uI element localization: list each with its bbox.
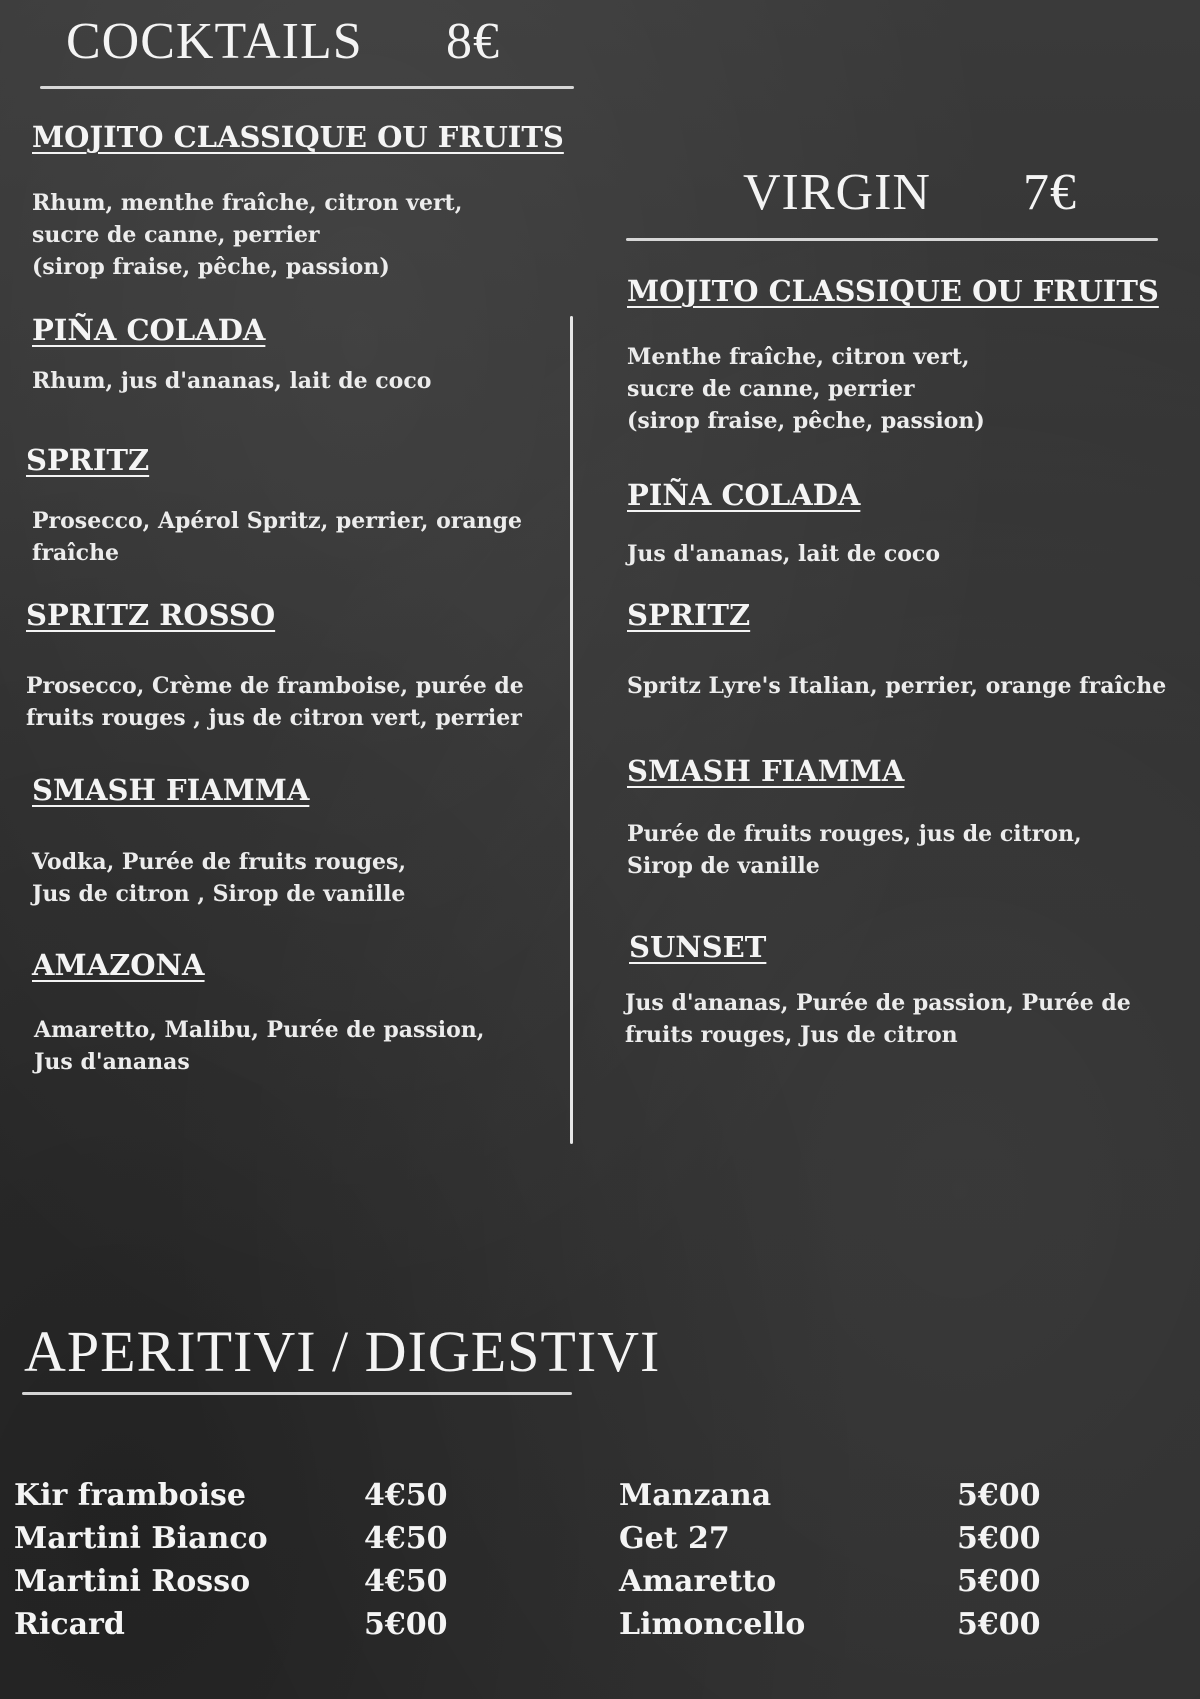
virgin-item-name: PIÑA COLADA [627,478,861,512]
cocktail-item-desc: Vodka, Purée de fruits rouges, Jus de citron , Sirop de vanille [32,849,407,907]
virgin-item-desc: Jus d'ananas, lait de coco [627,541,940,567]
drink-name: Kir framboise [14,1478,246,1513]
virgin-title-rule [626,238,1158,241]
drink-price: 5€00 [364,1607,448,1642]
drink-name: Ricard [14,1607,125,1642]
drink-name: Amaretto [619,1564,777,1599]
column-divider [570,316,573,1144]
virgin-item-desc: Spritz Lyre's Italian, perrier, orange fraîche [627,673,1167,699]
list-item [14,1560,484,1603]
virgin-item-name: SPRITZ [627,598,751,632]
list-item [619,1603,1077,1646]
drink-price: 4€50 [364,1478,448,1513]
drink-price: 5€00 [957,1478,1041,1513]
cocktail-item-desc: Amaretto, Malibu, Purée de passion, Jus d'ananas [34,1017,485,1075]
cocktail-item-desc: Rhum, menthe fraîche, citron vert, sucre de canne, perrier (sirop fraise, pêche, passion) [32,190,463,280]
cocktail-item-name: SPRITZ [26,443,150,477]
virgin-price: 7€ [1023,164,1077,221]
virgin-item-desc: Jus d'ananas, Purée de passion, Purée de fruits rouges, Jus de citron [625,990,1131,1048]
drink-price: 4€50 [364,1521,448,1556]
aperitivi-list-left [14,1474,484,1646]
drink-name: Manzana [619,1478,772,1513]
virgin-title: VIRGIN [743,164,931,221]
drink-name: Get 27 [619,1521,730,1556]
aperitivi-list-right [619,1474,1077,1646]
virgin-item-name: MOJITO CLASSIQUE OU FRUITS [627,274,1159,308]
cocktail-item-name: SMASH FIAMMA [32,773,310,807]
drink-name: Martini Bianco [14,1521,268,1556]
cocktail-item-name: AMAZONA [32,948,205,982]
list-item [619,1560,1077,1603]
drink-price: 5€00 [957,1564,1041,1599]
drink-name: Martini Rosso [14,1564,251,1599]
aperitivi-title-rule [22,1392,572,1395]
cocktails-title-rule [40,86,574,89]
virgin-item-desc: Menthe fraîche, citron vert, sucre de canne, perrier (sirop fraise, pêche, passion) [627,344,985,434]
drink-price: 5€00 [957,1521,1041,1556]
drink-price: 5€00 [957,1607,1041,1642]
cocktails-price: 8€ [446,13,500,70]
cocktail-item-desc: Rhum, jus d'ananas, lait de coco [32,368,432,394]
cocktail-item-desc: Prosecco, Apérol Spritz, perrier, orange fraîche [32,508,523,566]
drink-price: 4€50 [364,1564,448,1599]
drink-name: Limoncello [619,1607,806,1642]
list-item [14,1474,484,1517]
aperitivi-title: APERITIVI / DIGESTIVI [24,1319,661,1384]
list-item [14,1517,484,1560]
cocktail-item-name: MOJITO CLASSIQUE OU FRUITS [32,120,564,154]
cocktail-item-desc: Prosecco, Crème de framboise, purée de fruits rouges , jus de citron vert, perrier [26,673,524,731]
cocktails-title: COCKTAILS [66,13,363,70]
virgin-item-desc: Purée de fruits rouges, jus de citron, Sirop de vanille [627,821,1082,879]
list-item [14,1603,484,1646]
list-item [619,1474,1077,1517]
virgin-item-name: SUNSET [629,930,767,964]
cocktail-item-name: SPRITZ ROSSO [26,598,276,632]
virgin-item-name: SMASH FIAMMA [627,754,905,788]
cocktail-item-name: PIÑA COLADA [32,313,266,347]
list-item [619,1517,1077,1560]
